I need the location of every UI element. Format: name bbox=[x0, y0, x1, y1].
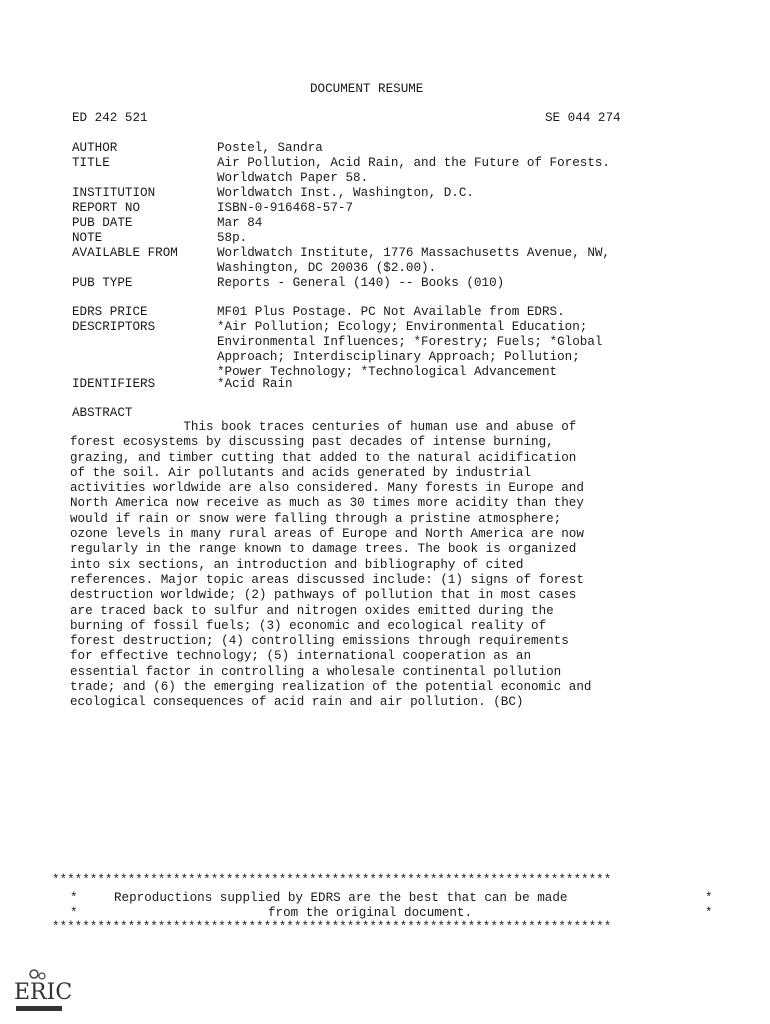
abstract-text: This book traces centuries of human use and abuse of forest ecosystems by discussing past decades of intense burning, grazing, and timber cutting that added to the natural acidification of the soil. Air pollutants and acids generated by industrial activities worldwide are also considered. Many forests in Europe and North America now receive as much as 30 times more acidity than they would if rain or snow were falling through a pristine atmosphere; ozone levels in many rural areas of Europe and North America are now regularly in the range known to damage trees. The book is organized into six sections, an introduction and bibliography of cited references. Major topic areas discussed include: (1) signs of forest destruction worldwide; (2) pathways of pollution that in most cases are traced back to sulfur and nitrogen oxides emitted during the burning of fossil fuels; (3) economic and ecological reality of forest destruction; (4) controlling emissions through requirements for effective technology; (5) international cooperation as an essential factor in controlling a wholesale continental pollution trade; and (6) the emerging realization of the potential economic and ecological consequences of acid rain and air pollution. (BC) bbox=[70, 420, 592, 710]
eric-logo-text: ERIC bbox=[14, 980, 73, 1005]
field-available-from-value: Worldwatch Institute, 1776 Massachusetts Avenue, NW, Washington, DC 20036 ($2.00). bbox=[217, 246, 610, 275]
se-number: SE 044 274 bbox=[545, 111, 621, 125]
field-descriptors-label: DESCRIPTORS bbox=[72, 320, 156, 334]
field-pub-type-value: Reports - General (140) -- Books (010) bbox=[217, 276, 505, 290]
field-institution-value: Worldwatch Inst., Washington, D.C. bbox=[217, 186, 474, 200]
field-identifiers-label: IDENTIFIERS bbox=[72, 377, 156, 391]
abstract-label: ABSTRACT bbox=[72, 406, 133, 420]
footer-star-left-2: * bbox=[70, 906, 78, 920]
field-pub-type-label: PUB TYPE bbox=[72, 276, 133, 290]
field-institution-label: INSTITUTION bbox=[72, 186, 156, 200]
eric-logo-bar bbox=[16, 1006, 62, 1011]
field-descriptors-value: *Air Pollution; Ecology; Environmental Education; Environmental Influences; *Forestry; Fuels; *Global Approach; Interdisciplinary Approach; Pollution; *Power Technology; *Technological Advancement bbox=[217, 320, 603, 379]
footer-border-top: ************************************************************************** bbox=[52, 873, 612, 887]
field-pub-date-value: Mar 84 bbox=[217, 216, 263, 230]
field-identifiers-value: *Acid Rain bbox=[217, 377, 293, 391]
footer-line-1: Reproductions supplied by EDRS are the best that can be made bbox=[114, 891, 568, 905]
field-note-label: NOTE bbox=[72, 231, 103, 245]
field-author-value: Postel, Sandra bbox=[217, 141, 323, 155]
ed-number: ED 242 521 bbox=[72, 111, 148, 125]
field-title-value: Air Pollution, Acid Rain, and the Future of Forests. Worldwatch Paper 58. bbox=[217, 156, 610, 185]
field-title-label: TITLE bbox=[72, 156, 110, 170]
field-report-no-value: ISBN-0-916468-57-7 bbox=[217, 201, 354, 215]
field-edrs-price-label: EDRS PRICE bbox=[72, 305, 148, 319]
field-available-from-label: AVAILABLE FROM bbox=[72, 246, 178, 260]
field-author-label: AUTHOR bbox=[72, 141, 118, 155]
footer-star-right-2: * bbox=[705, 906, 713, 920]
eric-logo bbox=[14, 966, 73, 1014]
footer-border-bottom: ************************************************************************** bbox=[52, 920, 612, 934]
field-edrs-price-value: MF01 Plus Postage. PC Not Available from EDRS. bbox=[217, 305, 565, 319]
field-report-no-label: REPORT NO bbox=[72, 201, 141, 215]
footer-star-right-1: * bbox=[705, 891, 713, 905]
footer-line-2: from the original document. bbox=[268, 906, 473, 920]
footer-star-left-1: * bbox=[70, 891, 78, 905]
field-pub-date-label: PUB DATE bbox=[72, 216, 133, 230]
field-note-value: 58p. bbox=[217, 231, 248, 245]
document-title: DOCUMENT RESUME bbox=[310, 82, 424, 96]
